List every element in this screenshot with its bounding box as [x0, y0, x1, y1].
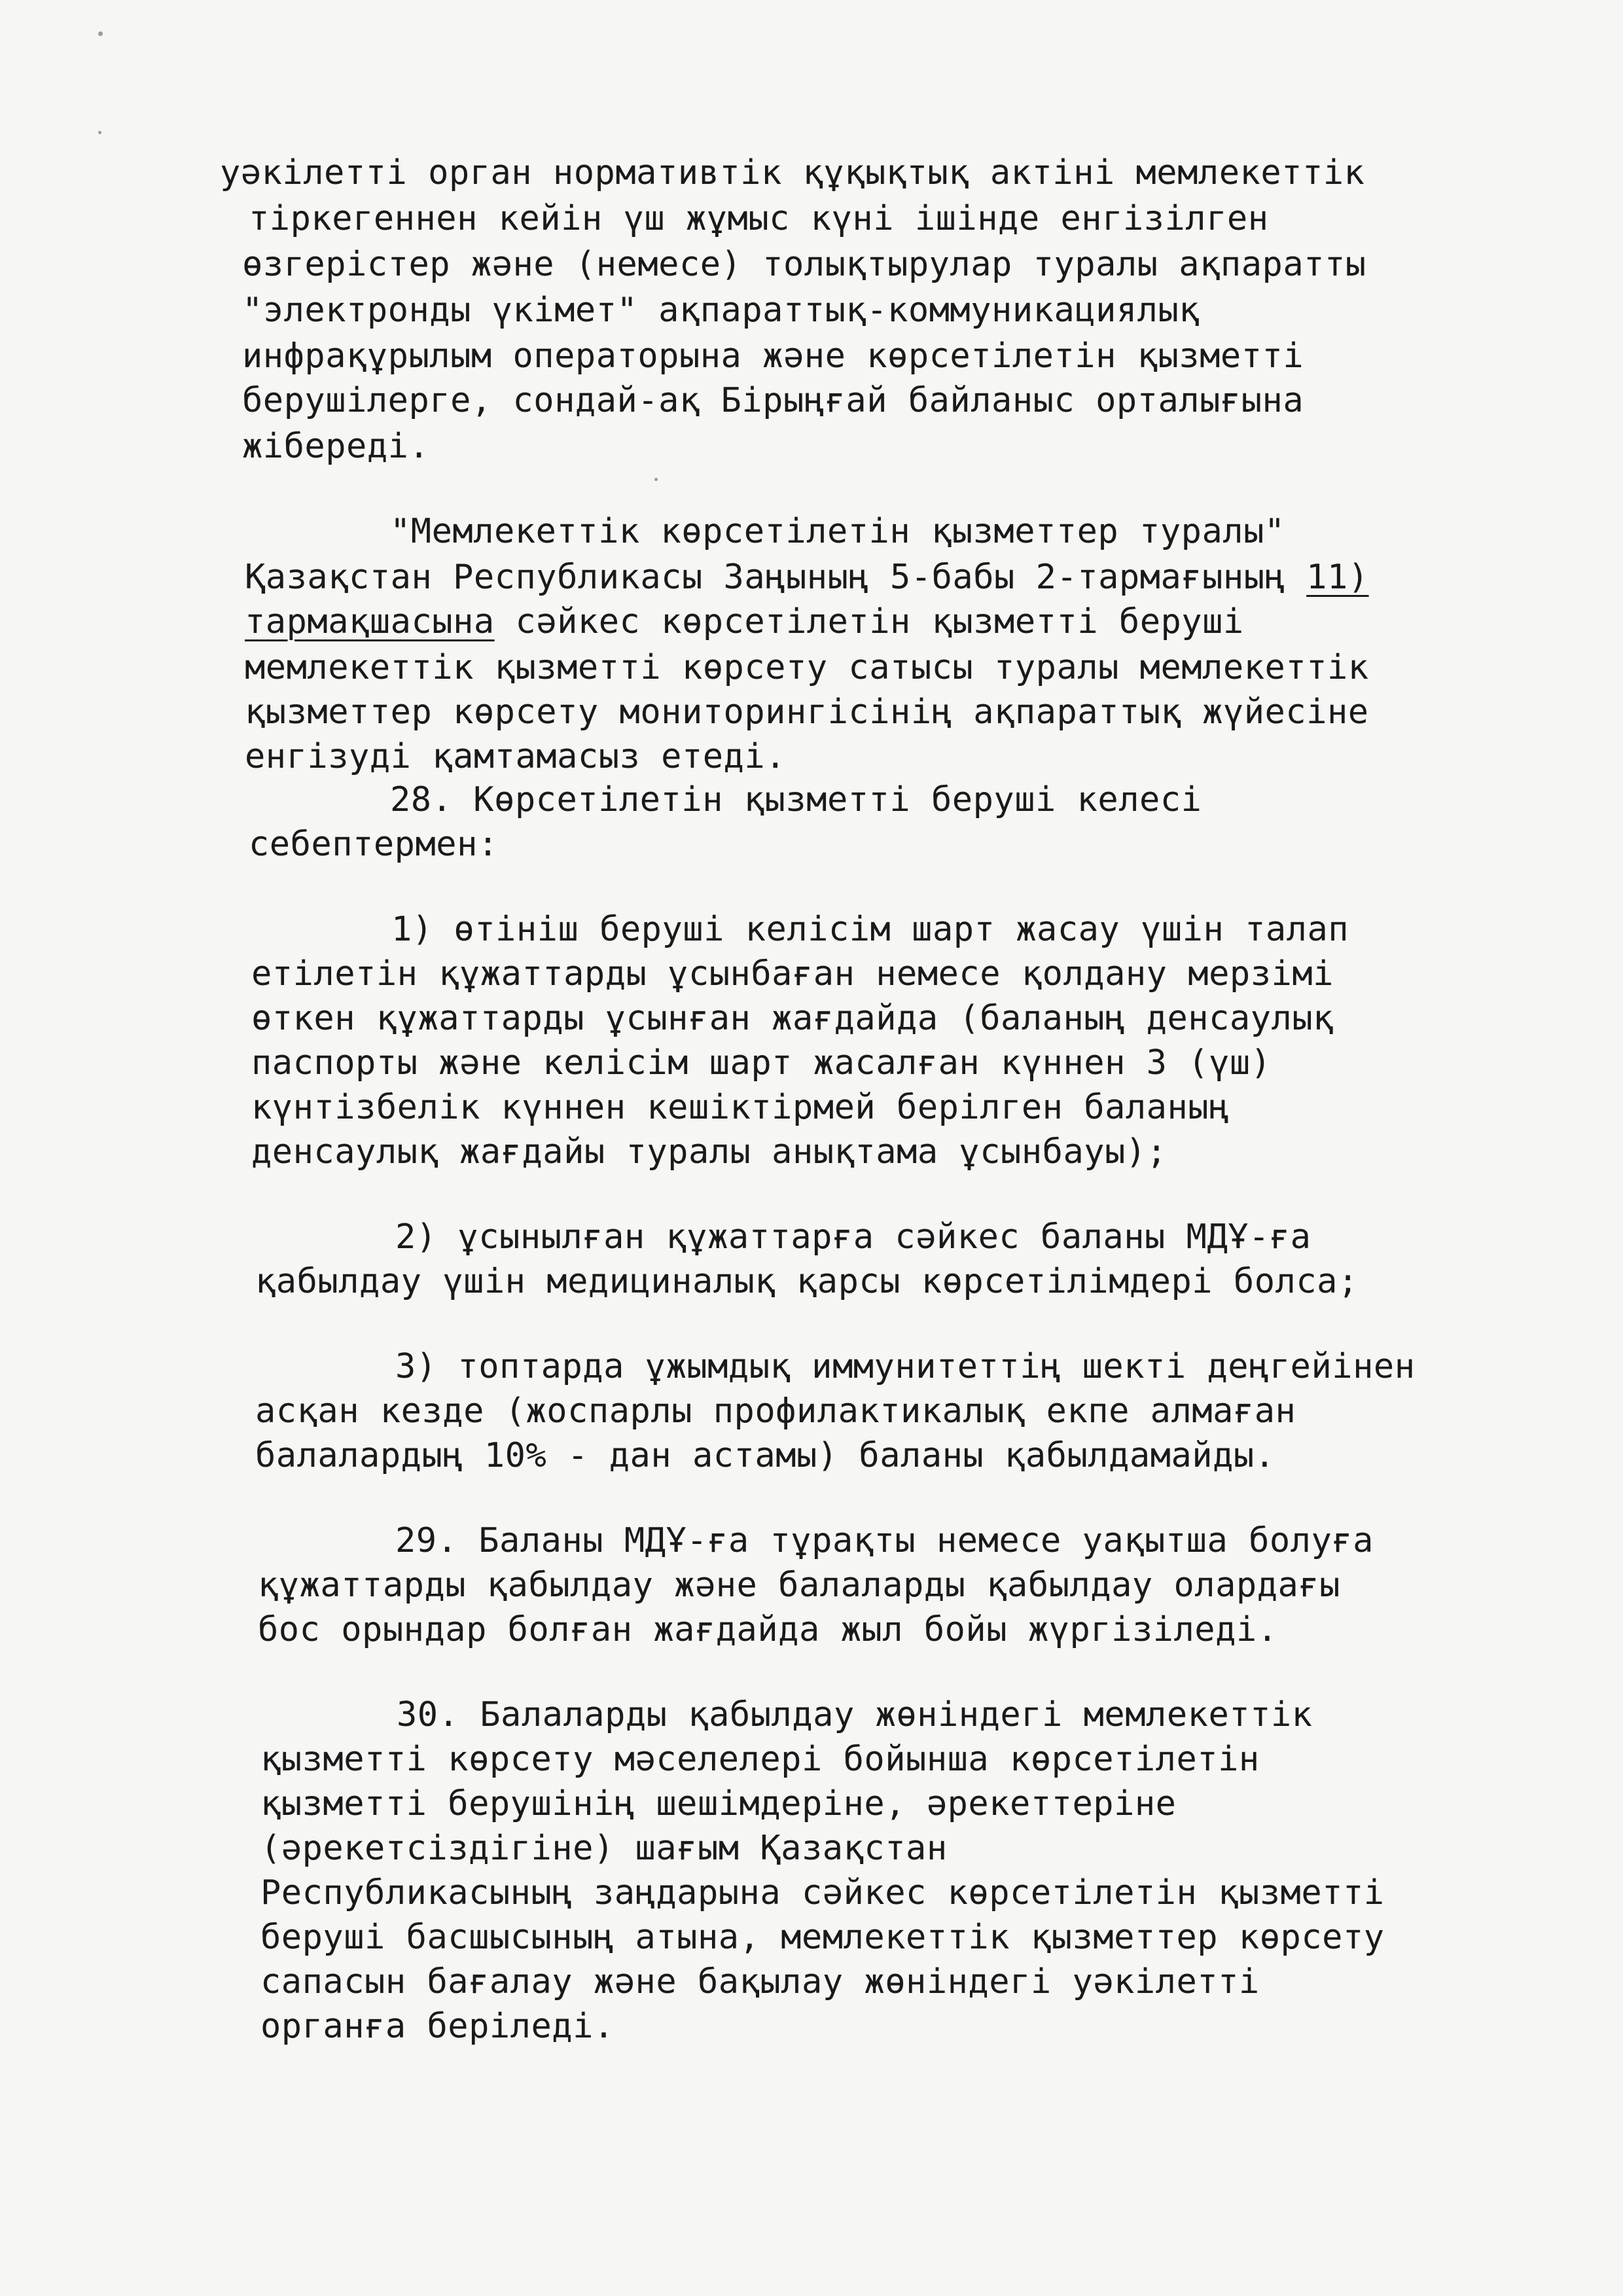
- text-line: бос орындар болған жағдайда жыл бойы жүргізіледі.: [258, 1610, 1278, 1649]
- text-line: органға беріледі.: [260, 2007, 615, 2046]
- text-line: енгізуді қамтамасыз етеді.: [245, 737, 786, 776]
- text-line: (әрекетсіздігіне) шағым Қазақстан: [260, 1829, 948, 1868]
- text-line: құжаттарды қабылдау және балаларды қабылдау олардағы: [258, 1566, 1340, 1605]
- text-line: қызметтер көрсету мониторингісінің ақпараттық жүйесіне: [245, 692, 1369, 732]
- text-fragment: сәйкес көрсетілетін қызметті беруші: [494, 602, 1244, 641]
- text-line: уәкілетті орган нормативтік құқықтық актіні мемлекеттік: [220, 153, 1365, 192]
- text-line: 30. Балаларды қабылдау жөніндегі мемлекеттік: [397, 1695, 1313, 1734]
- text-line: 3) топтарда ұжымдық иммунитеттің шекті деңгейінен: [395, 1347, 1416, 1386]
- text-line: 2) ұсынылған құжаттарға сәйкес баланы МДҰ-ға: [395, 1217, 1311, 1257]
- text-line: күнтізбелік күннен кешіктірмей берілген баланың: [251, 1088, 1230, 1127]
- text-line: жібереді.: [242, 427, 430, 466]
- text-line: қабылдау үшін медициналық қарсы көрсетілімдері болса;: [255, 1262, 1359, 1301]
- text-line: [245, 558, 1369, 597]
- text-line: инфрақұрылым операторына және көрсетілетін қызметті: [242, 336, 1304, 376]
- text-line: денсаулық жағдайы туралы анықтама ұсынбауы);: [251, 1132, 1168, 1172]
- text-line: қызметті көрсету мәселелері бойынша көрсетілетін: [260, 1740, 1260, 1779]
- law-reference-link[interactable]: тармақшасына: [245, 602, 495, 641]
- text-line: берушілерге, сондай-ақ Бірыңғай байланыс орталығына: [242, 381, 1304, 420]
- text-line: балалардың 10% - дан астамы) баланы қабылдамайды.: [255, 1436, 1275, 1475]
- text-line: өткен құжаттарды ұсынған жағдайда (баланың денсаулық: [251, 999, 1334, 1038]
- text-line: 28. Көрсетілетін қызметті беруші келесі: [390, 780, 1202, 819]
- law-reference-link[interactable]: 11): [1306, 558, 1369, 597]
- text-line: етілетін құжаттарды ұсынбаған немесе қолдану мерзімі: [251, 954, 1334, 994]
- text-line: себептермен:: [249, 825, 499, 864]
- text-line: 1) өтініш беруші келісім шарт жасау үшін талап: [391, 910, 1349, 949]
- text-line: мемлекеттік қызметті көрсету сатысы туралы мемлекеттік: [245, 648, 1369, 687]
- text-line: сапасын бағалау және бақылау жөніндегі уәкілетті: [260, 1962, 1260, 2001]
- text-line: Республикасының заңдарына сәйкес көрсетілетін қызметті: [260, 1873, 1385, 1912]
- text-line: [245, 602, 1244, 641]
- text-line: "Мемлекеттік көрсетілетін қызметтер туралы": [390, 512, 1285, 551]
- text-line: өзгерістер және (немесе) толықтырулар туралы ақпаратты: [242, 245, 1366, 284]
- text-line: қызметті берушінің шешімдеріне, әрекеттеріне: [260, 1784, 1177, 1823]
- text-line: беруші басшысының атына, мемлекеттік қызметтер көрсету: [260, 1918, 1385, 1957]
- text-line: 29. Баланы МДҰ-ға тұрақты немесе уақытша болуға: [395, 1521, 1374, 1560]
- text-line: асқан кезде (жоспарлы профилактикалық екпе алмаған: [255, 1391, 1296, 1431]
- text-line: паспорты және келісім шарт жасалған күннен 3 (үш): [251, 1043, 1272, 1083]
- text-line: "электронды үкімет" ақпараттық-коммуникациялық: [242, 291, 1200, 330]
- text-line: тіркегеннен кейін үш жұмыс күні ішінде енгізілген: [249, 199, 1269, 238]
- text-fragment: Қазақстан Республикасы Заңының 5-бабы 2-тармағының: [245, 558, 1307, 597]
